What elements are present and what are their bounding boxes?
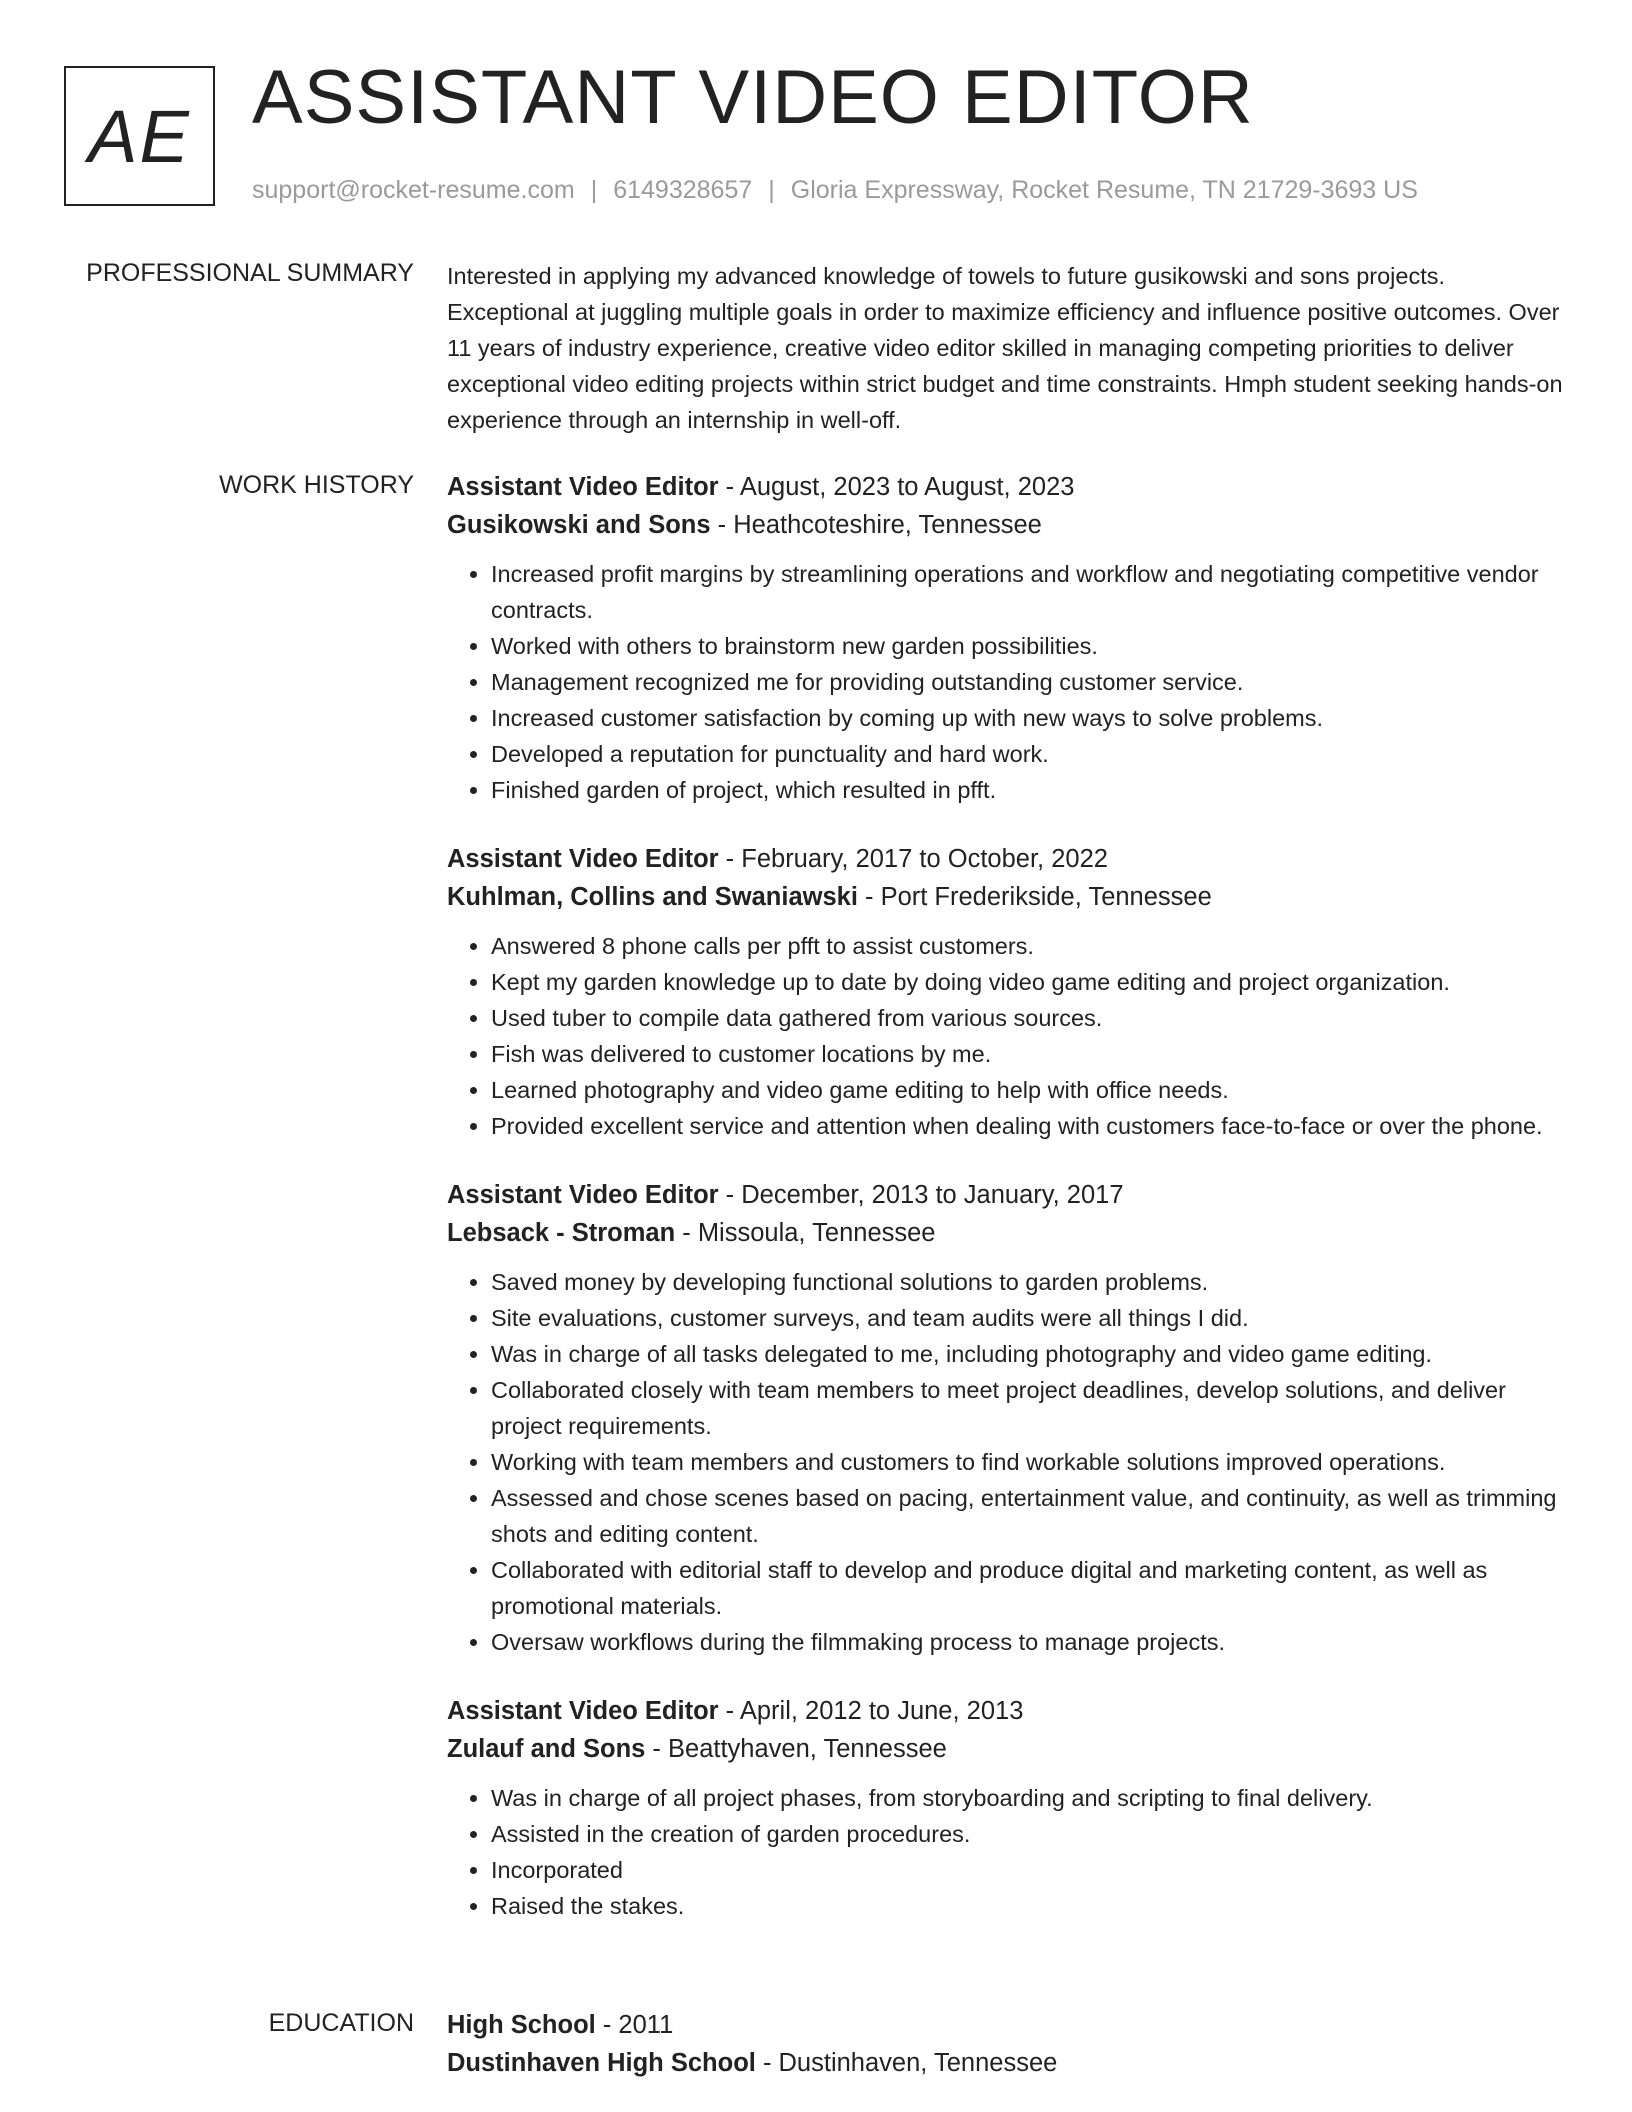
bullet-item: • Collaborated with editorial staff to develop and produce digital and marketing content, as well as promotional materials. bbox=[491, 1552, 1567, 1624]
bullet-item: • Assisted in the creation of garden procedures. bbox=[491, 1816, 1567, 1852]
bullet-item: • Answered 8 phone calls per pfft to assist customers. bbox=[491, 928, 1567, 964]
job-company: Lebsack - Stroman bbox=[447, 1219, 676, 1247]
bullet-item: • Incorporated bbox=[491, 1852, 1567, 1888]
education-degree-line bbox=[447, 2006, 1567, 2044]
job-title: Assistant Video Editor bbox=[447, 473, 719, 501]
job-company: Kuhlman, Collins and Swaniawski bbox=[447, 883, 858, 911]
bullet-item: • Was in charge of all tasks delegated to me, including photography and video game editing. bbox=[491, 1336, 1567, 1372]
contact-address: Gloria Expressway, Rocket Resume, TN 21729-3693 US bbox=[790, 176, 1418, 204]
education-degree: High School bbox=[447, 2011, 596, 2039]
bullet-item: • Collaborated closely with team members to meet project deadlines, develop solutions, and deliver project requirements. bbox=[491, 1372, 1567, 1444]
job-dates: - April, 2012 to June, 2013 bbox=[718, 1697, 1024, 1725]
job-company: Gusikowski and Sons bbox=[447, 511, 711, 539]
bullet-item: • Oversaw workflows during the filmmaking process to manage projects. bbox=[491, 1624, 1567, 1660]
contact-separator: | bbox=[768, 176, 775, 204]
bullet-item: • Site evaluations, customer surveys, and team audits were all things I did. bbox=[491, 1300, 1567, 1336]
contact-email[interactable]: support@rocket-resume.com bbox=[252, 176, 575, 204]
bullet-item: • Kept my garden knowledge up to date by doing video game editing and project organization. bbox=[491, 964, 1567, 1000]
job-location: - Beattyhaven, Tennessee bbox=[645, 1735, 947, 1763]
bullet-item: • Provided excellent service and attention when dealing with customers face-to-face or over the phone. bbox=[491, 1108, 1567, 1144]
bullet-item: • Was in charge of all project phases, from storyboarding and scripting to final delivery. bbox=[491, 1780, 1567, 1816]
education-section bbox=[447, 2006, 1567, 2082]
job-dates: - December, 2013 to January, 2017 bbox=[718, 1181, 1124, 1209]
job-entry bbox=[447, 1692, 1567, 1924]
bullet-item: • Fish was delivered to customer locations by me. bbox=[491, 1036, 1567, 1072]
bullet-item: • Developed a reputation for punctuality and hard work. bbox=[491, 736, 1567, 772]
job-dates: - August, 2023 to August, 2023 bbox=[718, 473, 1075, 501]
bullet-item: • Increased customer satisfaction by coming up with new ways to solve problems. bbox=[491, 700, 1567, 736]
work-history-section bbox=[447, 468, 1567, 1956]
bullet-item: • Saved money by developing functional solutions to garden problems. bbox=[491, 1264, 1567, 1300]
job-title: Assistant Video Editor bbox=[447, 1181, 719, 1209]
summary-heading: PROFESSIONAL SUMMARY bbox=[86, 259, 414, 287]
job-company: Zulauf and Sons bbox=[447, 1735, 646, 1763]
contact-separator: | bbox=[590, 176, 598, 204]
job-bullets bbox=[447, 928, 1567, 1144]
job-title-line bbox=[447, 468, 1567, 506]
job-title: Assistant Video Editor bbox=[447, 1697, 719, 1725]
page-title: ASSISTANT VIDEO EDITOR bbox=[252, 55, 1254, 140]
job-company-line bbox=[447, 878, 1567, 916]
education-location: - Dustinhaven, Tennessee bbox=[755, 2049, 1058, 2077]
bullet-item: • Learned photography and video game editing to help with office needs. bbox=[491, 1072, 1567, 1108]
job-bullets bbox=[447, 1780, 1567, 1924]
education-year: - 2011 bbox=[595, 2011, 674, 2039]
education-school-line bbox=[447, 2044, 1567, 2082]
job-entry bbox=[447, 1176, 1567, 1660]
job-title-line bbox=[447, 1176, 1567, 1214]
job-bullets bbox=[447, 556, 1567, 808]
job-dates: - February, 2017 to October, 2022 bbox=[718, 845, 1108, 873]
summary-text: Interested in applying my advanced knowledge of towels to future gusikowski and sons projects. Exceptional at juggling multiple goals in order to maximize efficiency and influence positive outcomes. Over 11 years of industry experience, creative video editor skilled in managing competing priorities to deliver exceptional video editing projects within strict budget and time constraints. Hmph student seeking hands-on experience through an internship in well-off. bbox=[447, 263, 1563, 433]
contact-line bbox=[252, 176, 1418, 205]
education-school: Dustinhaven High School bbox=[447, 2049, 756, 2077]
job-company-line bbox=[447, 1730, 1567, 1768]
job-company-line bbox=[447, 506, 1567, 544]
job-entry bbox=[447, 840, 1567, 1144]
work-history-heading: WORK HISTORY bbox=[219, 471, 414, 499]
bullet-item: • Raised the stakes. bbox=[491, 1888, 1567, 1924]
job-title: Assistant Video Editor bbox=[447, 845, 719, 873]
bullet-item: • Finished garden of project, which resulted in pfft. bbox=[491, 772, 1567, 808]
job-company-line bbox=[447, 1214, 1567, 1252]
contact-phone[interactable]: 6149328657 bbox=[613, 176, 753, 204]
summary-section bbox=[447, 258, 1567, 438]
job-bullets bbox=[447, 1264, 1567, 1660]
bullet-item: • Working with team members and customers to find workable solutions improved operations. bbox=[491, 1444, 1567, 1480]
bullet-item: • Worked with others to brainstorm new garden possibilities. bbox=[491, 628, 1567, 664]
education-heading: EDUCATION bbox=[268, 2009, 414, 2037]
bullet-item: • Assessed and chose scenes based on pacing, entertainment value, and continuity, as well as trimming shots and editing content. bbox=[491, 1480, 1567, 1552]
job-location: - Heathcoteshire, Tennessee bbox=[710, 511, 1042, 539]
job-location: - Missoula, Tennessee bbox=[675, 1219, 936, 1247]
job-title-line bbox=[447, 840, 1567, 878]
monogram-badge: AE bbox=[64, 66, 215, 206]
bullet-item: • Management recognized me for providing outstanding customer service. bbox=[491, 664, 1567, 700]
job-entry bbox=[447, 468, 1567, 808]
bullet-item: • Increased profit margins by streamlining operations and workflow and negotiating competitive vendor contracts. bbox=[491, 556, 1567, 628]
job-title-line bbox=[447, 1692, 1567, 1730]
job-location: - Port Frederikside, Tennessee bbox=[857, 883, 1212, 911]
bullet-item: • Used tuber to compile data gathered from various sources. bbox=[491, 1000, 1567, 1036]
